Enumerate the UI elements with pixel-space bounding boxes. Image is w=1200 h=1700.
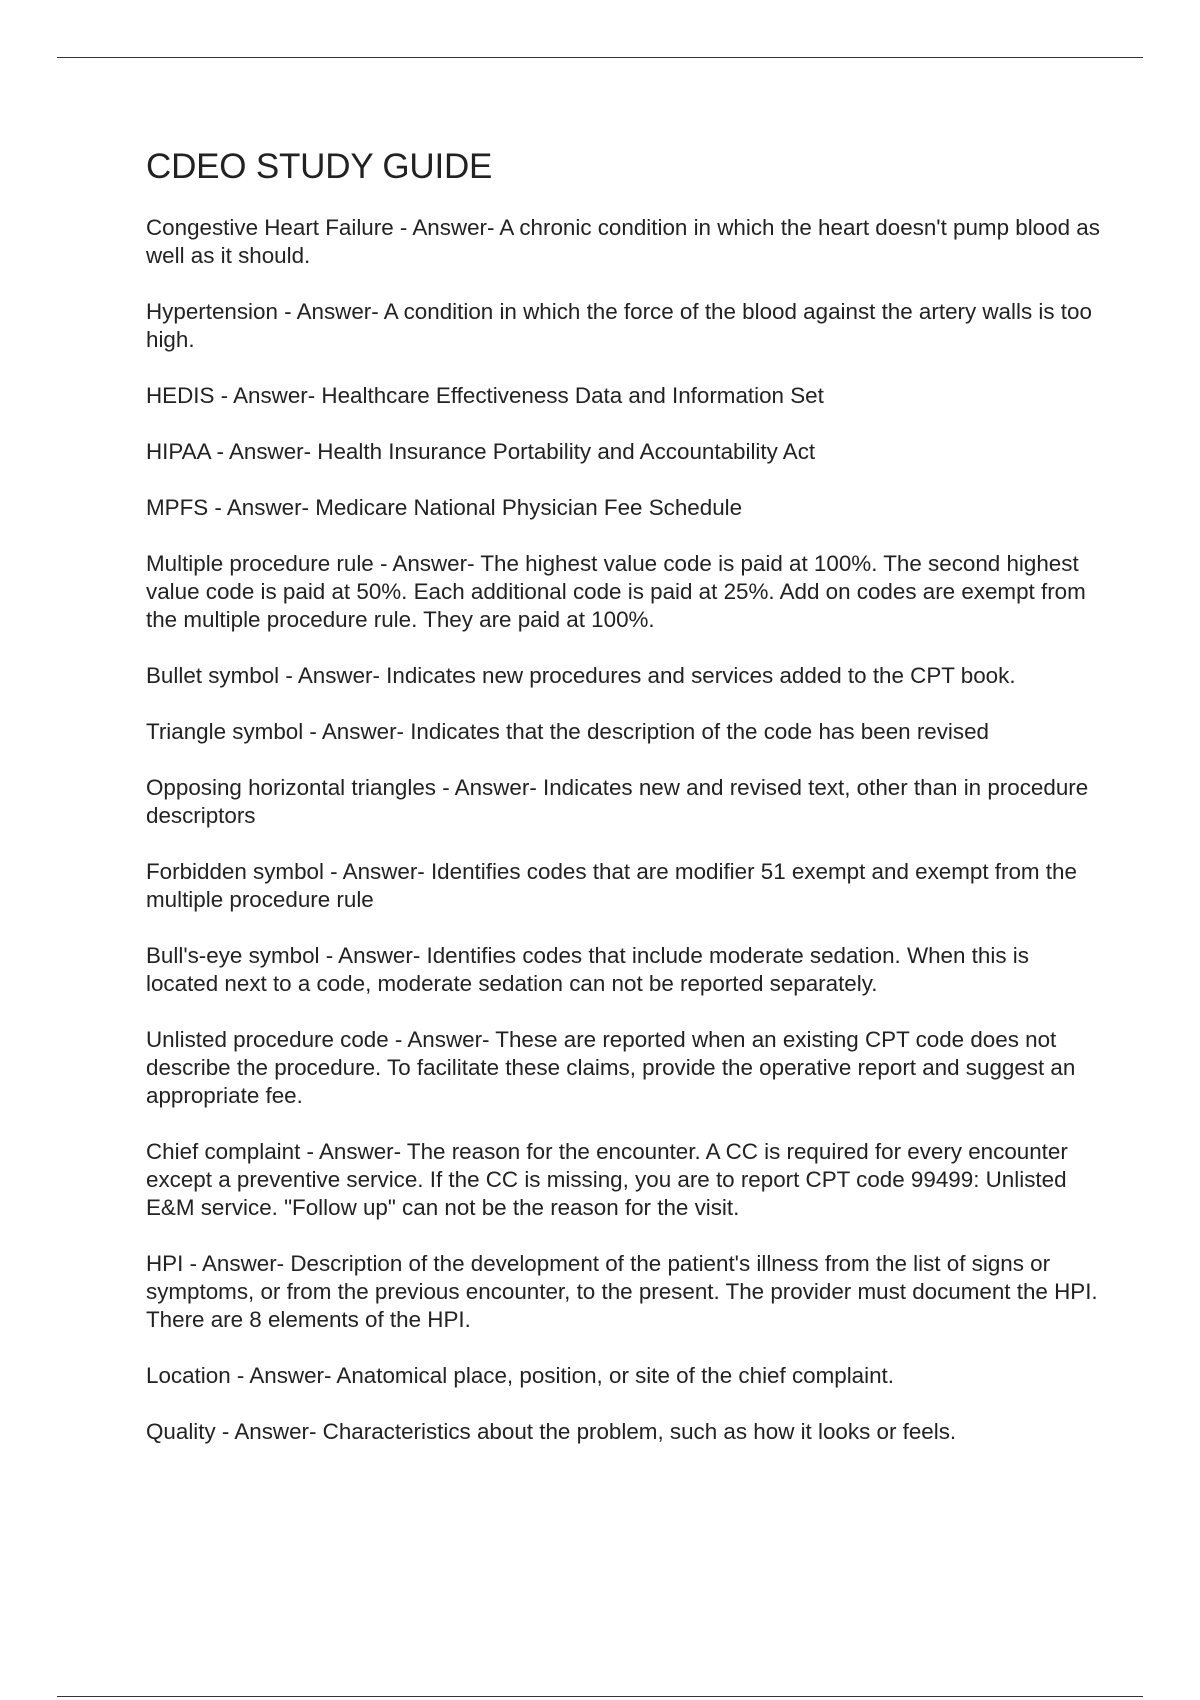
entry-mpfs: MPFS - Answer- Medicare National Physician Fee Schedule [146,495,743,520]
entry-bullet-symbol: Bullet symbol - Answer- Indicates new procedures and services added to the CPT book. [146,663,1016,688]
entry-quality: Quality - Answer- Characteristics about the problem, such as how it looks or feels. [146,1419,957,1444]
entry-bulls-eye-symbol: Bull's-eye symbol - Answer- Identifies codes that include moderate sedation. When this is located next to a code, moderate sedation can not be reported separately. [146,943,1029,996]
entry-hypertension: Hypertension - Answer- A condition in which the force of the blood against the artery walls is too high. [146,299,1092,352]
entry-hpi: HPI - Answer- Description of the development of the patient's illness from the list of signs or symptoms, or from the previous encounter, to the present. The provider must document the HPI. There are 8 elements of the HPI. [146,1251,1098,1332]
entry-hedis: HEDIS - Answer- Healthcare Effectiveness Data and Information Set [146,383,824,408]
entry-hipaa: HIPAA - Answer- Health Insurance Portability and Accountability Act [146,439,816,464]
entry-triangle-symbol: Triangle symbol - Answer- Indicates that the description of the code has been revised [146,719,990,744]
entry-unlisted-procedure-code: Unlisted procedure code - Answer- These are reported when an existing CPT code does not describe the procedure. To facilitate these claims, provide the operative report and suggest an appropriate fee. [146,1027,1076,1108]
bottom-divider [57,1696,1143,1697]
document-body [146,142,1106,1474]
entry-multiple-procedure-rule: Multiple procedure rule - Answer- The highest value code is paid at 100%. The second highest value code is paid at 50%. Each additional code is paid at 25%. Add on codes are exempt from the multiple procedure rule. They are paid at 100%. [146,551,1086,632]
entry-chief-complaint: Chief complaint - Answer- The reason for the encounter. A CC is required for every encounter except a preventive service. If the CC is missing, you are to report CPT code 99499: Unlisted E&M service. "Follow up" can not be the reason for the visit. [146,1139,1068,1220]
entry-opposing-horizontal-triangles: Opposing horizontal triangles - Answer- Indicates new and revised text, other than in procedure descriptors [146,775,1089,828]
entry-forbidden-symbol: Forbidden symbol - Answer- Identifies codes that are modifier 51 exempt and exempt from the multiple procedure rule [146,859,1077,912]
top-divider [57,57,1143,58]
page-title: CDEO STUDY GUIDE [146,147,493,186]
entry-location: Location - Answer- Anatomical place, position, or site of the chief complaint. [146,1363,894,1388]
entry-congestive-heart-failure: Congestive Heart Failure - Answer- A chronic condition in which the heart doesn't pump blood as well as it should. [146,215,1100,268]
